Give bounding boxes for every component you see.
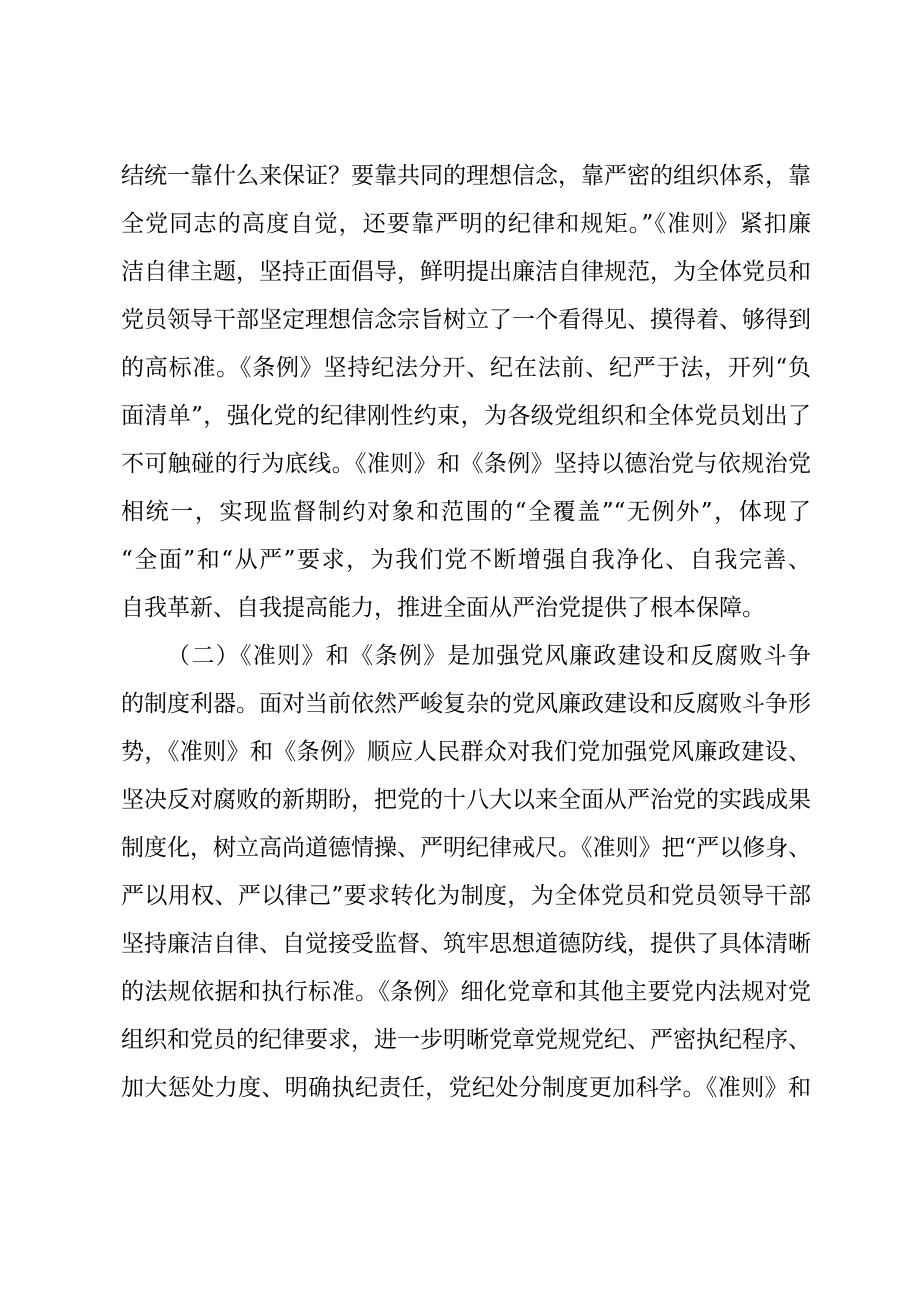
text-line: “全面”和“从严”要求，为我们党不断增强自我净化、自我完善、: [121, 547, 811, 573]
text-line: 洁自律主题，坚持正面倡导，鲜明提出廉洁自律规范，为全体党员和: [121, 259, 811, 285]
text-line: 结统一靠什么来保证？要靠共同的理想信念，靠严密的组织体系，靠: [121, 163, 811, 189]
text-line: 自我革新、自我提高能力，推进全面从严治党提供了根本保障。: [121, 595, 765, 621]
text-line: 坚决反对腐败的新期盼，把党的十八大以来全面从严治党的实践成果: [121, 787, 811, 813]
paragraph-2: [121, 632, 811, 1112]
text-line: 坚持廉洁自律、自觉接受监督、筑牢思想道德防线，提供了具体清晰: [121, 931, 811, 957]
text-line: 的制度利器。面对当前依然严峻复杂的党风廉政建设和反腐败斗争形: [121, 691, 811, 717]
paragraph-heading-line: （二）《准则》和《条例》是加强党风廉政建设和反腐败斗争: [167, 643, 811, 669]
text-line: 制度化，树立高尚道德情操、严明纪律戒尺。《准则》把“严以修身、: [121, 835, 811, 861]
text-line: 相统一，实现监督制约对象和范围的“全覆盖”“无例外”，体现了: [121, 499, 811, 525]
text-line: 不可触碰的行为底线。《准则》和《条例》坚持以德治党与依规治党: [121, 451, 811, 477]
text-line: 势，《准则》和《条例》顺应人民群众对我们党加强党风廉政建设、: [121, 739, 811, 765]
text-line: 的高标准。《条例》坚持纪法分开、纪在法前、纪严于法，开列“负: [121, 355, 811, 381]
text-line: 党员领导干部坚定理想信念宗旨树立了一个看得见、摸得着、够得到: [121, 307, 811, 333]
paragraph-1: [121, 152, 811, 632]
text-line: 严以用权、严以律己”要求转化为制度，为全体党员和党员领导干部: [121, 883, 811, 909]
text-line: 全党同志的高度自觉，还要靠严明的纪律和规矩。”《准则》紧扣廉: [121, 211, 811, 237]
text-line: 面清单”，强化党的纪律刚性约束，为各级党组织和全体党员划出了: [121, 403, 811, 429]
text-line: 组织和党员的纪律要求，进一步明晰党章党规党纪、严密执纪程序、: [121, 1027, 811, 1053]
text-line: 的法规依据和执行标准。《条例》细化党章和其他主要党内法规对党: [121, 979, 811, 1005]
text-line: 加大惩处力度、明确执纪责任，党纪处分制度更加科学。《准则》和: [121, 1075, 811, 1101]
body-text: [121, 152, 811, 1112]
